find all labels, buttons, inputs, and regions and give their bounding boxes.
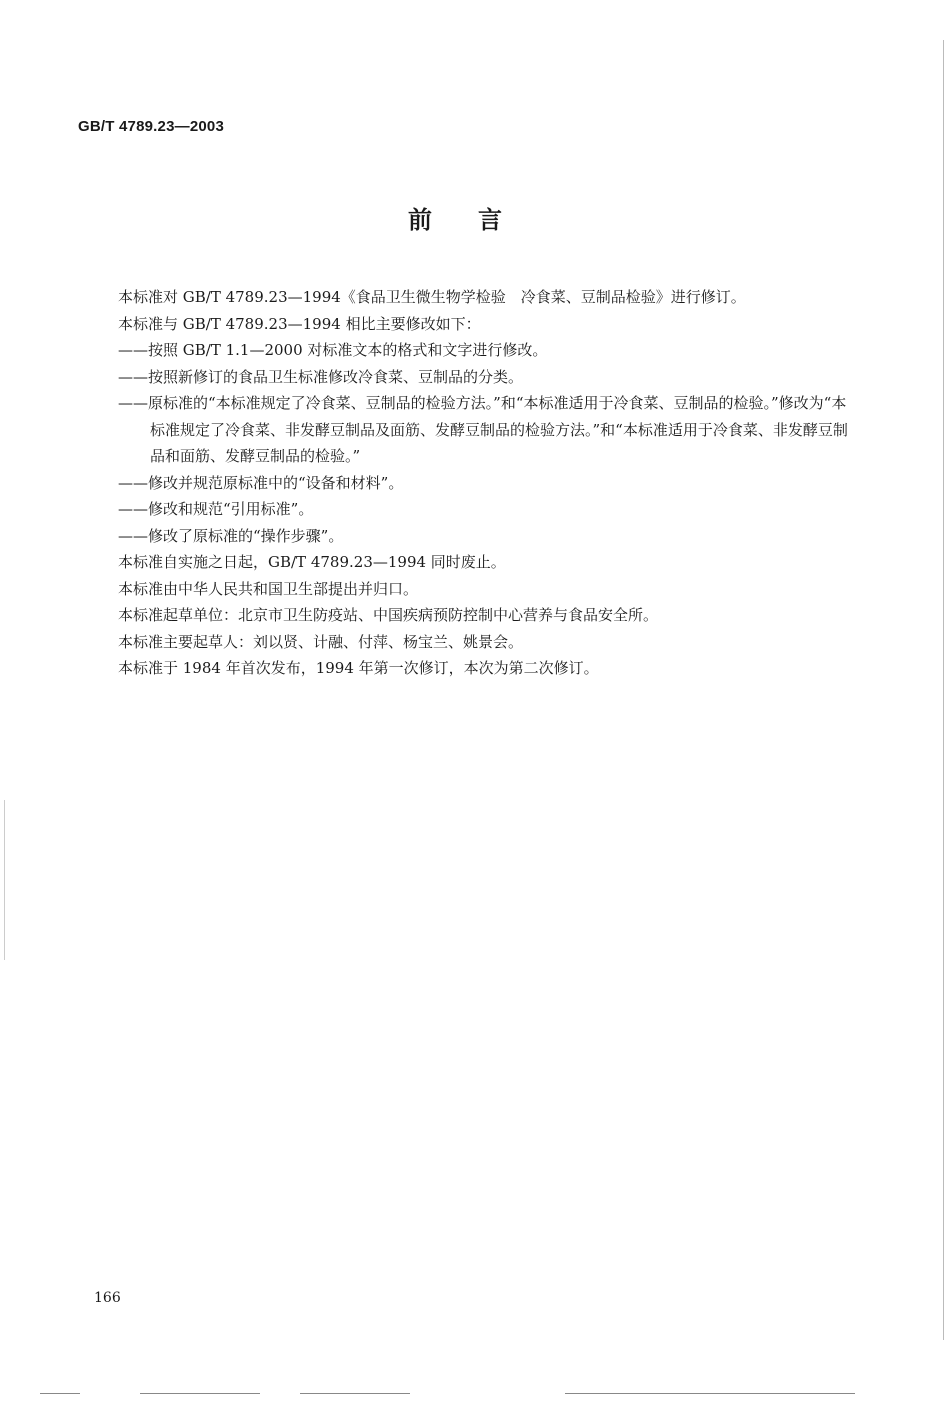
list-item: ——修改和规范“引用标准”。	[118, 500, 314, 518]
page-title: 前言	[408, 206, 548, 234]
paragraph-intro: 本标准对 GB/T 4789.23—1994《食品卫生微生物学检验 冷食菜、豆制品检验》进行修订。	[118, 288, 746, 306]
scan-edge-line	[943, 40, 944, 1340]
list-item: ——按照新修订的食品卫生标准修改冷食菜、豆制品的分类。	[118, 367, 524, 386]
standard-code: GB/T 4789.23—2003	[78, 118, 224, 135]
paragraph-proposer: 本标准由中华人民共和国卫生部提出并归口。	[118, 579, 419, 598]
list-item: ——修改并规范原标准中的“设备和材料”。	[118, 473, 404, 492]
scan-bottom-line	[40, 1393, 80, 1394]
paragraph-drafting-unit: 本标准起草单位：北京市卫生防疫站、中国疾病预防控制中心营养与食品安全所。	[118, 606, 659, 624]
list-item: ——按照 GB/T 1.1—2000 对标准文本的格式和文字进行修改。	[118, 341, 548, 359]
page-number: 166	[94, 1290, 121, 1306]
paragraph-drafters: 本标准主要起草人：刘以贤、计融、付萍、杨宝兰、姚景会。	[118, 632, 524, 651]
scan-bottom-line	[300, 1393, 410, 1394]
paragraph-history: 本标准于 1984 年首次发布，1994 年第一次修订，本次为第二次修订。	[118, 659, 599, 677]
paragraph-changes-intro: 本标准与 GB/T 4789.23—1994 相比主要修改如下：	[118, 314, 481, 333]
preface-body	[118, 284, 848, 682]
scan-bottom-line	[565, 1393, 855, 1394]
scan-edge-line	[4, 800, 5, 960]
list-item: ——原标准的“本标准规定了冷食菜、豆制品的检验方法。”和“本标准适用于冷食菜、豆制品的检验。”修改为“本标准规定了冷食菜、非发酵豆制品及面筋、发酵豆制品的检验方法。”和“本标准适用于冷食菜、非发酵豆制品和面筋、发酵豆制品的检验。”	[118, 394, 848, 465]
paragraph-supersede: 本标准自实施之日起，GB/T 4789.23—1994 同时废止。	[118, 553, 506, 571]
list-item: ——修改了原标准的“操作步骤”。	[118, 526, 344, 545]
scan-bottom-line	[140, 1393, 260, 1394]
